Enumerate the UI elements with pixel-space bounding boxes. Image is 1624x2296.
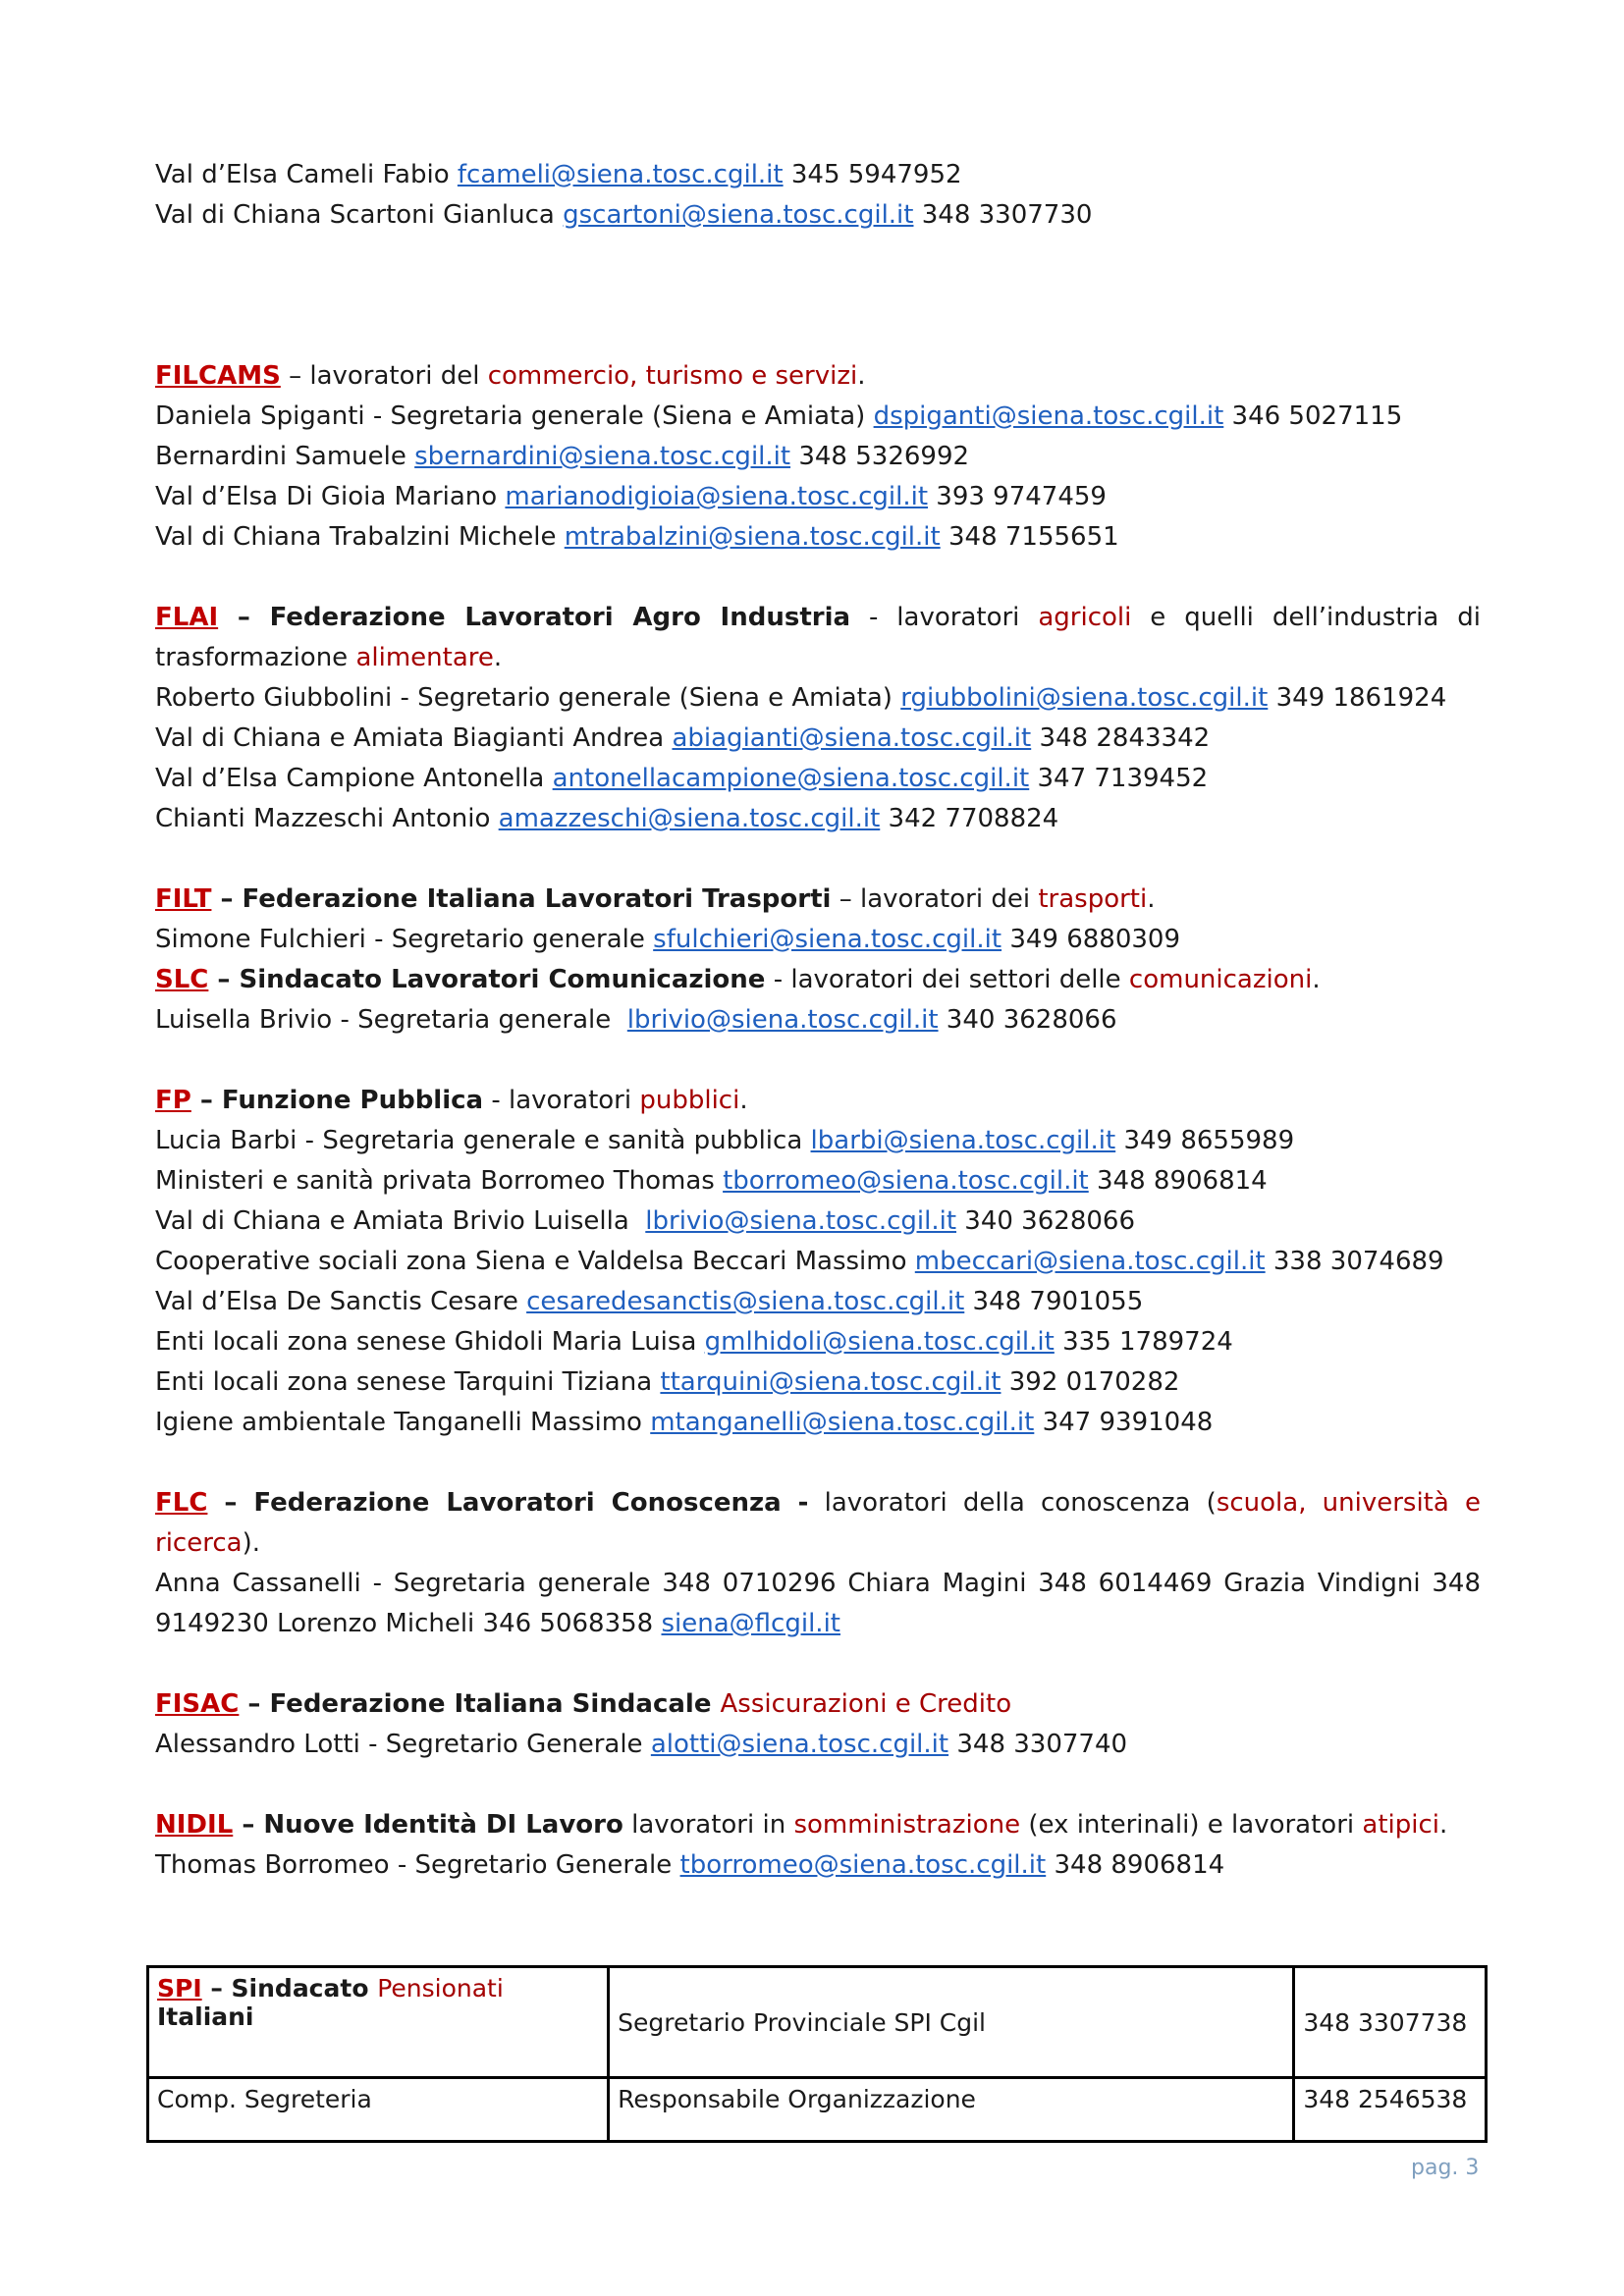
contact-text: Thomas Borromeo - Segretario Generale [155,1850,680,1880]
contact-text: Luisella Brivio - Segretaria generale [155,1005,627,1035]
phone-number: 347 7139452 [1029,764,1209,793]
contact-text: Val di Chiana Scartoni Gianluca [155,200,564,230]
phone-number: 348 5326992 [790,442,970,471]
sector-text: trasporti [1038,884,1148,914]
sector-text: atipici [1362,1810,1440,1840]
punctuation: ). [242,1528,260,1558]
table-cell [1294,1967,1487,2078]
contact-text: Igiene ambientale Tanganelli Massimo [155,1408,651,1437]
contact-line [155,799,1481,839]
heading-text: lavoratori in [623,1810,794,1840]
union-acronym[interactable]: FLC [155,1488,208,1518]
contact-line [155,1201,1481,1242]
contact-text: Enti locali zona senese Tarquini Tiziana [155,1367,661,1397]
contact-line [155,477,1481,517]
email-link[interactable]: mtrabalzini@siena.tosc.cgil.it [564,522,941,552]
sector-text: commercio, turismo e servizi [487,361,858,391]
flc-heading [155,1483,1481,1564]
role-label: Comp. Segreteria [157,2085,372,2113]
contact-line [155,1121,1481,1161]
email-link[interactable]: tborromeo@siena.tosc.cgil.it [723,1166,1089,1196]
punctuation: . [1147,884,1156,914]
contact-line [155,155,1481,195]
email-link[interactable]: mtanganelli@siena.tosc.cgil.it [650,1408,1035,1437]
table-cell [148,2078,609,2142]
union-name: – Federazione Italiana Lavoratori Trasporti [211,884,832,914]
email-link[interactable]: fcameli@siena.tosc.cgil.it [457,160,784,189]
union-acronym[interactable]: FLAI [155,603,219,632]
email-link[interactable]: alotti@siena.tosc.cgil.it [650,1730,949,1759]
email-link[interactable]: lbrivio@siena.tosc.cgil.it [645,1206,957,1236]
email-link[interactable]: mbeccari@siena.tosc.cgil.it [914,1247,1266,1276]
heading-text: e quelli dell’industria di trasformazione [155,603,1482,672]
union-name: – Sindacato Lavoratori Comunicazione [208,965,766,994]
phone-number: 348 8906814 [1088,1166,1268,1196]
contact-line [155,397,1481,437]
sector-text: Assicurazioni e Credito [720,1689,1012,1719]
phone-number: 338 3074689 [1265,1247,1444,1276]
sector-text: pubblici [639,1086,740,1115]
role-text: Responsabile Organizzazione [618,2085,976,2113]
email-link[interactable]: gscartoni@siena.tosc.cgil.it [563,200,914,230]
contact-text: Daniela Spiganti - Segretaria generale (Siena e Amiata) [155,401,874,431]
heading-text: (ex interinali) e lavoratori [1020,1810,1363,1840]
contact-text: Lucia Barbi - Segretaria generale e sanità pubblica [155,1126,811,1155]
contact-line [155,1564,1481,1644]
heading-text: - lavoratori [850,603,1039,632]
email-link[interactable]: lbrivio@siena.tosc.cgil.it [626,1005,939,1035]
filcams-heading [155,356,1481,397]
punctuation: . [739,1086,748,1115]
table-cell [1294,2078,1487,2142]
contact-text: Roberto Giubbolini - Segretario generale (Siena e Amiata) [155,683,901,713]
heading-text: lavoratori della conoscenza ( [808,1488,1217,1518]
contact-line [155,678,1481,719]
contact-text: Bernardini Samuele [155,442,415,471]
email-link[interactable]: sfulchieri@siena.tosc.cgil.it [653,925,1002,954]
slc-heading [155,960,1481,1000]
contact-line [155,1161,1481,1201]
contact-line [155,1282,1481,1322]
nidil-heading [155,1805,1481,1845]
sector-text: comunicazioni [1128,965,1313,994]
punctuation: . [1439,1810,1448,1840]
sector-text: scuola, università e ricerca [155,1488,1481,1558]
heading-text: - lavoratori dei settori delle [765,965,1129,994]
fisac-heading [155,1684,1481,1725]
phone-number: 348 7901055 [964,1287,1144,1316]
contact-line [155,195,1481,236]
sector-text: Pensionati [377,1974,504,2002]
union-name: – Federazione Italiana Sindacale [239,1689,721,1719]
email-link[interactable]: tborromeo@siena.tosc.cgil.it [679,1850,1047,1880]
email-link[interactable]: rgiubbolini@siena.tosc.cgil.it [900,683,1269,713]
contact-line [155,1000,1481,1041]
contact-text: Val di Chiana e Amiata Brivio Luisella [155,1206,646,1236]
flai-heading [155,598,1481,678]
contact-text: Simone Fulchieri - Segretario generale [155,925,654,954]
union-acronym[interactable]: NIDIL [155,1810,234,1840]
contact-text: Ministeri e sanità privata Borromeo Thomas [155,1166,724,1196]
contact-text: Chianti Mazzeschi Antonio [155,804,499,833]
union-acronym[interactable]: SLC [155,965,209,994]
table-row [148,2078,1487,2142]
contact-line [155,1845,1481,1886]
union-name: Italiani [157,2002,254,2031]
phone-number: 335 1789724 [1054,1327,1233,1357]
email-link[interactable]: marianodigioia@siena.tosc.cgil.it [505,482,929,511]
union-acronym[interactable]: FILT [155,884,212,914]
phone-number: 348 7155651 [940,522,1119,552]
table-cell [609,1967,1294,2078]
contact-line [155,1322,1481,1362]
table-cell [148,1967,609,2078]
email-link[interactable]: lbarbi@siena.tosc.cgil.it [810,1126,1116,1155]
sector-text: alimentare [355,643,494,672]
page-number: pag. 3 [1411,2156,1480,2180]
contact-line [155,517,1481,558]
email-link[interactable]: siena@flcgil.it [661,1609,840,1638]
role-text: Segretario Provinciale SPI Cgil [618,2007,987,2037]
union-name: – Sindacato [201,1974,378,2002]
table-cell [609,2078,1294,2142]
contact-text: Val d’Elsa Di Gioia Mariano [155,482,506,511]
email-link[interactable]: antonellacampione@siena.tosc.cgil.it [552,764,1030,793]
phone-number: 345 5947952 [783,160,962,189]
phone-number: 348 2843342 [1031,723,1211,753]
phone-number: 348 2546538 [1303,2085,1468,2113]
contact-line [155,920,1481,960]
union-acronym[interactable]: SPI [157,1974,202,2002]
phone-number: 347 9391048 [1034,1408,1214,1437]
punctuation: . [493,643,503,672]
phone-number: 392 0170282 [1001,1367,1180,1397]
contact-line [155,759,1481,799]
contact-text: Val d’Elsa De Sanctis Cesare [155,1287,527,1316]
document-body [155,155,1481,1886]
phone-number: 349 6880309 [1001,925,1181,954]
phone-number: 348 8906814 [1046,1850,1225,1880]
punctuation: . [1312,965,1321,994]
sector-text: agricoli [1038,603,1132,632]
table-row [148,1967,1487,2078]
phone-number: 393 9747459 [928,482,1107,511]
heading-text: – lavoratori del [280,361,488,391]
phone-number: 340 3628066 [938,1005,1117,1035]
phone-number: 346 5027115 [1223,401,1403,431]
union-name: – Nuove Identità DI Lavoro [233,1810,623,1840]
punctuation: . [857,361,866,391]
contact-line [155,1725,1481,1765]
contact-text: Cooperative sociali zona Siena e Valdelsa Beccari Massimo [155,1247,915,1276]
contact-text: Val di Chiana Trabalzini Michele [155,522,565,552]
contact-line [155,1403,1481,1443]
phone-number: 348 3307740 [948,1730,1128,1759]
heading-text: – lavoratori dei [831,884,1039,914]
email-link[interactable]: dspiganti@siena.tosc.cgil.it [873,401,1224,431]
contact-text: Val di Chiana e Amiata Biagianti Andrea [155,723,673,753]
union-acronym[interactable]: FP [155,1086,191,1115]
email-link[interactable]: abiagianti@siena.tosc.cgil.it [672,723,1032,753]
spi-table [146,1965,1488,2143]
contact-text: Anna Cassanelli - Segretaria generale 348 0710296 Chiara Magini 348 6014469 Grazia Vindigni 348 9149230 Lorenzo Micheli 346 5068358 [155,1569,1481,1638]
email-link[interactable]: ttarquini@siena.tosc.cgil.it [660,1367,1001,1397]
phone-number: 349 8655989 [1115,1126,1295,1155]
sector-text: somministrazione [793,1810,1021,1840]
contact-line [155,719,1481,759]
phone-number: 342 7708824 [880,804,1059,833]
contact-text: Val d’Elsa Campione Antonella [155,764,553,793]
union-acronym[interactable]: FILCAMS [155,361,281,391]
phone-number: 349 1861924 [1268,683,1447,713]
contact-text: Enti locali zona senese Ghidoli Maria Luisa [155,1327,705,1357]
contact-line [155,1242,1481,1282]
email-link[interactable]: sbernardini@siena.tosc.cgil.it [414,442,791,471]
phone-number: 348 3307738 [1303,2007,1468,2037]
email-link[interactable]: amazzeschi@siena.tosc.cgil.it [498,804,881,833]
fp-heading [155,1081,1481,1121]
contact-line [155,437,1481,477]
union-name: – Federazione Lavoratori Agro Industria [218,603,851,632]
contact-line [155,1362,1481,1403]
heading-text: - lavoratori [483,1086,640,1115]
email-link[interactable]: cesaredesanctis@siena.tosc.cgil.it [526,1287,965,1316]
contact-text: Alessandro Lotti - Segretario Generale [155,1730,651,1759]
email-link[interactable]: gmlhidoli@siena.tosc.cgil.it [704,1327,1055,1357]
phone-number: 348 3307730 [913,200,1093,230]
filt-heading [155,880,1481,920]
union-name: – Funzione Pubblica [190,1086,484,1115]
contact-text: Val d’Elsa Cameli Fabio [155,160,458,189]
union-acronym[interactable]: FISAC [155,1689,240,1719]
union-name: – Federazione Lavoratori Conoscenza - [207,1488,809,1518]
phone-number: 340 3628066 [956,1206,1135,1236]
